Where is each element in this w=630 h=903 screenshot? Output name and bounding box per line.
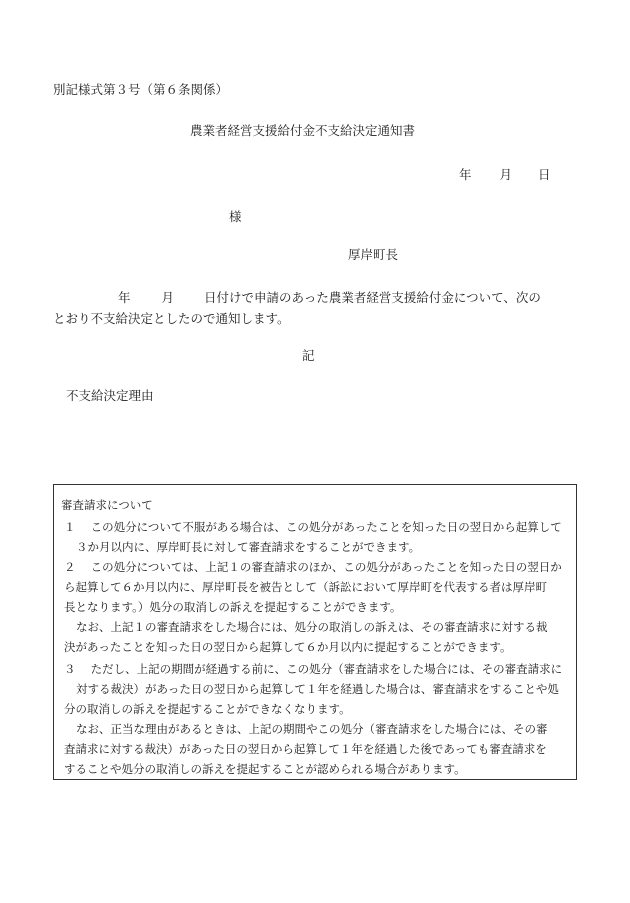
notice-line: ら起算して６か月以内に、厚岸町長を被告として（訴訟において厚岸町を代表する者は厚岸町: [64, 580, 547, 594]
notice-line: 対する裁決）があった日の翌日から起算して１年を経過した場合は、審査請求をすることや処: [76, 682, 559, 696]
body-line-2: とおり不支給決定としたので通知します。: [53, 311, 290, 326]
notice-line: 長となります。）処分の取消しの訴えを提起することができます。: [64, 600, 402, 614]
body-text: 日付けで申請のあった農業者経営支援給付金について、次の: [204, 290, 541, 305]
form-number: 別記様式第３号（第６条関係）: [53, 82, 229, 97]
appeal-notice-box: [53, 484, 577, 780]
body-month: 月: [161, 290, 175, 305]
body-year: 年: [118, 290, 131, 305]
notice-line: 決があったことを知った日の翌日から起算して６か月以内に提起することができます。: [64, 640, 512, 654]
date-line: [459, 168, 551, 182]
notice-heading: 審査請求について: [61, 498, 153, 512]
notice-line: ３ ただし、上記の期間が経過する前に、この処分（審査請求をした場合には、その審査請求に: [64, 662, 563, 676]
document-title: 農業者経営支援給付金不支給決定通知書: [190, 123, 416, 138]
notice-line: 分の取消しの訴えを提起することができなくなります。: [64, 702, 351, 716]
notice-line: ３か月以内に、厚岸町長に対して審査請求をすることができます。: [76, 540, 421, 554]
notice-line: １ この処分について不服がある場合は、この処分があったことを知った日の翌日から起算して: [64, 520, 562, 534]
body-line-1: [118, 291, 541, 305]
recipient-honorific: 様: [229, 209, 242, 224]
notice-line: 査請求に対する裁決）があった日の翌日から起算して１年を経過した後であっても審査請求を: [64, 742, 547, 756]
notice-line: なお、正当な理由があるときは、上記の期間やこの処分（審査請求をした場合には、その審: [76, 722, 548, 736]
date-year: 年: [459, 167, 472, 182]
date-day: 日: [538, 167, 551, 182]
notice-line: することや処分の取消しの訴えを提起することが認められる場合があります。: [64, 762, 466, 776]
record-heading: 記: [302, 348, 315, 363]
issuer-name: 厚岸町長: [348, 247, 399, 262]
reason-label: 不支給決定理由: [66, 388, 154, 403]
notice-line: なお、上記１の審査請求をした場合には、処分の取消しの訴えは、その審査請求に対する裁: [76, 620, 548, 634]
date-month: 月: [499, 167, 513, 182]
notice-line: ２ この処分については、上記１の審査請求のほか、この処分があったことを知った日の翌日か: [64, 560, 562, 574]
